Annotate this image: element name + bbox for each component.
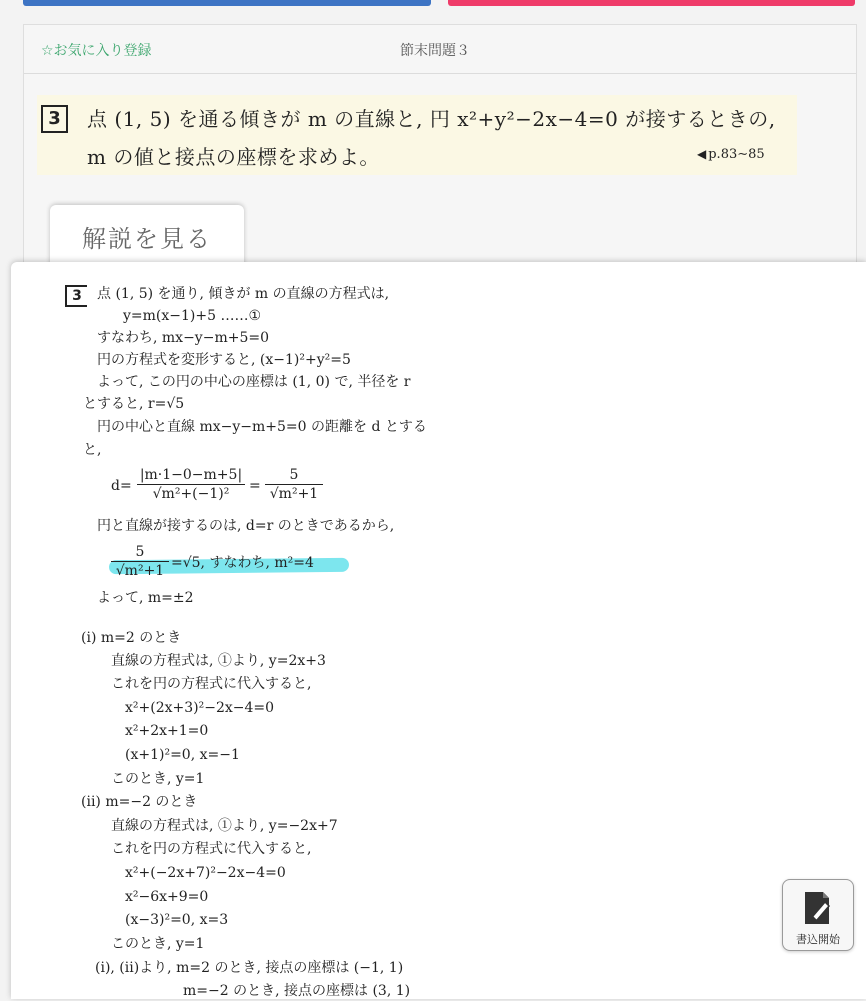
conclusion-line: m=−2 のとき, 接点の座標は (3, 1): [183, 983, 411, 999]
solution-line: (x−3)²=0, x=3: [125, 912, 229, 928]
top-blue-button[interactable]: [23, 0, 431, 6]
solution-line: x²−6x+9=0: [125, 889, 209, 905]
solution-line: よって, m=±2: [97, 590, 194, 606]
solution-line: このとき, y=1: [111, 936, 205, 952]
solution-line: y=m(x−1)+5 ……①: [123, 308, 262, 324]
section-title: 節末問題３: [400, 43, 470, 59]
card-header: [24, 25, 856, 74]
conclusion-line: (i), (ii)より, m=2 のとき, 接点の座標は (−1, 1): [95, 960, 404, 976]
solution-line: =√5, すなわち, m²=4: [171, 555, 314, 571]
solution-line: このとき, y=1: [111, 771, 205, 787]
show-solution-button[interactable]: 解説を見る: [50, 205, 244, 267]
solution-line: 円の方程式を変形すると, (x−1)²+y²=5: [97, 352, 351, 368]
problem-statement: [37, 95, 797, 175]
pencil-icon: [801, 890, 835, 926]
fraction-denominator: √m²+(−1)²: [137, 484, 245, 503]
equals-sign: =: [249, 478, 261, 494]
case-heading: (i) m=2 のとき: [81, 630, 182, 646]
solution-line: x²+2x+1=0: [125, 723, 209, 739]
start-writing-label: 書込開始: [796, 933, 840, 946]
solution-line: 円の中心と直線 mx−y−m+5=0 の距離を d とする: [97, 419, 427, 435]
fraction-numerator: |m·1−0−m+5|: [139, 467, 243, 483]
page-reference: [697, 147, 765, 162]
fraction-numerator: 5: [289, 467, 299, 483]
solution-line: と,: [83, 442, 102, 458]
problem-number: 3: [41, 105, 68, 133]
solution-line: すなわち, mx−y−m+5=0: [97, 330, 269, 346]
solution-line: 直線の方程式は, ①より, y=−2x+7: [111, 818, 338, 834]
equation-d-label: d=: [111, 478, 132, 494]
solution-number: 3: [65, 285, 87, 307]
problem-line-2: m の値と接点の座標を求めよ。: [87, 145, 380, 169]
distance-fraction: [137, 466, 245, 503]
solution-line: これを円の方程式に代入すると,: [111, 676, 312, 692]
solution-line: 点 (1, 5) を通り, 傾きが m の直線の方程式は,: [97, 286, 390, 302]
problem-line-1: 点 (1, 5) を通る傾きが m の直線と, 円 x²+y²−2x−4=0 が接するときの,: [87, 107, 776, 131]
solution-line: x²+(−2x+7)²−2x−4=0: [125, 865, 286, 881]
favorite-link[interactable]: ☆お気に入り登録: [41, 43, 152, 59]
page-reference-text: p.83∼85: [708, 147, 765, 162]
fraction-denominator: √m²+1: [111, 561, 169, 580]
case-heading: (ii) m=−2 のとき: [81, 794, 198, 810]
tangent-fraction: [111, 543, 169, 580]
left-triangle-icon: ◀: [697, 147, 707, 161]
solution-line: 直線の方程式は, ①より, y=2x+3: [111, 653, 326, 669]
simplified-fraction: [265, 466, 323, 503]
fraction-denominator: √m²+1: [265, 484, 323, 503]
solution-line: これを円の方程式に代入すると,: [111, 841, 312, 857]
solution-line: 円と直線が接するのは, d=r のときであるから,: [97, 518, 395, 534]
fraction-numerator: 5: [135, 544, 145, 560]
top-pink-button[interactable]: [448, 0, 855, 6]
start-writing-button[interactable]: [782, 879, 854, 951]
solution-line: とすると, r=√5: [83, 396, 185, 412]
solution-line: x²+(2x+3)²−2x−4=0: [125, 700, 275, 716]
solution-line: (x+1)²=0, x=−1: [125, 747, 240, 763]
solution-panel: [11, 262, 866, 999]
solution-line: よって, この円の中心の座標は (1, 0) で, 半径を r: [97, 374, 411, 390]
